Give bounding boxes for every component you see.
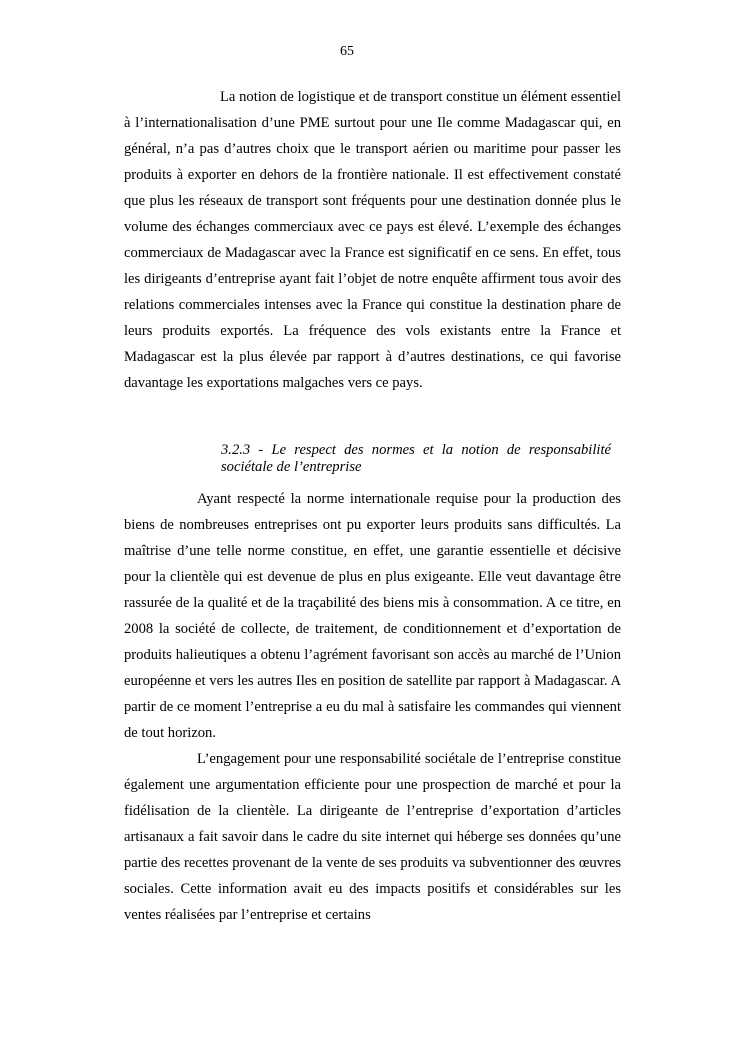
paragraph-logistics-transport: La notion de logistique et de transport constitue un élément essentiel à l’internationalisation d’une PME surtout pour une Ile comme Madagascar qui, en général, n’a pas d’autres choix que le transport aérien ou maritime pour passer les produits à exporter en dehors de la frontière nationale. Il est effectivement constaté que plus les réseaux de transport sont fréquents pour une destination donnée plus le volume des échanges commerciaux avec ce pays est élevé. L’exemple des échanges commerciaux de Madagascar avec la France est significatif en ce sens. En effet, tous les dirigeants d’entreprise ayant fait l’objet de notre enquête affirment tous avoir des relations commerciales intenses avec la France qui constitue la destination phare de leurs produits exportés. La fréquence des vols existants entre la France et Madagascar est la plus élevée par rapport à d’autres destinations, ce qui favorise davantage les exportations malgaches vers ce pays.: [124, 89, 621, 391]
page-number: 65: [340, 44, 354, 59]
section-heading: 3.2.3 - Le respect des normes et la notion de responsabilité sociétale de l’entreprise: [221, 442, 611, 475]
paragraph-social-responsibility: L’engagement pour une responsabilité sociétale de l’entreprise constitue également une argumentation efficiente pour une prospection de marché et pour la fidélisation de la clientèle. La dirigeante de l’entreprise d’exportation d’articles artisanaux a fait savoir dans le cadre du site internet qui héberge ses données qu’une partie des recettes provenant de la vente de ses produits va subventionner des œuvres sociales. Cette information avait eu des impacts positifs et considérables sur les ventes réalisées par l’entreprise et certains: [124, 751, 621, 923]
paragraph-norms: Ayant respecté la norme internationale requise pour la production des biens de nombreuses entreprises ont pu exporter leurs produits sans difficultés. La maîtrise d’une telle norme constitue, en effet, une garantie essentielle et décisive pour la clientèle qui est devenue de plus en plus exigeante. Elle veut davantage être rassurée de la qualité et de la traçabilité des biens mis à consommation. A ce titre, en 2008 la société de collecte, de traitement, de conditionnement et d’exportation de produits halieutiques a obtenu l’agrément favorisant son accès au marché de l’Union européenne et vers les autres Iles en position de satellite par rapport à Madagascar. A partir de ce moment l’entreprise a eu du mal à satisfaire les commandes qui viennent de tout horizon.: [124, 491, 621, 741]
